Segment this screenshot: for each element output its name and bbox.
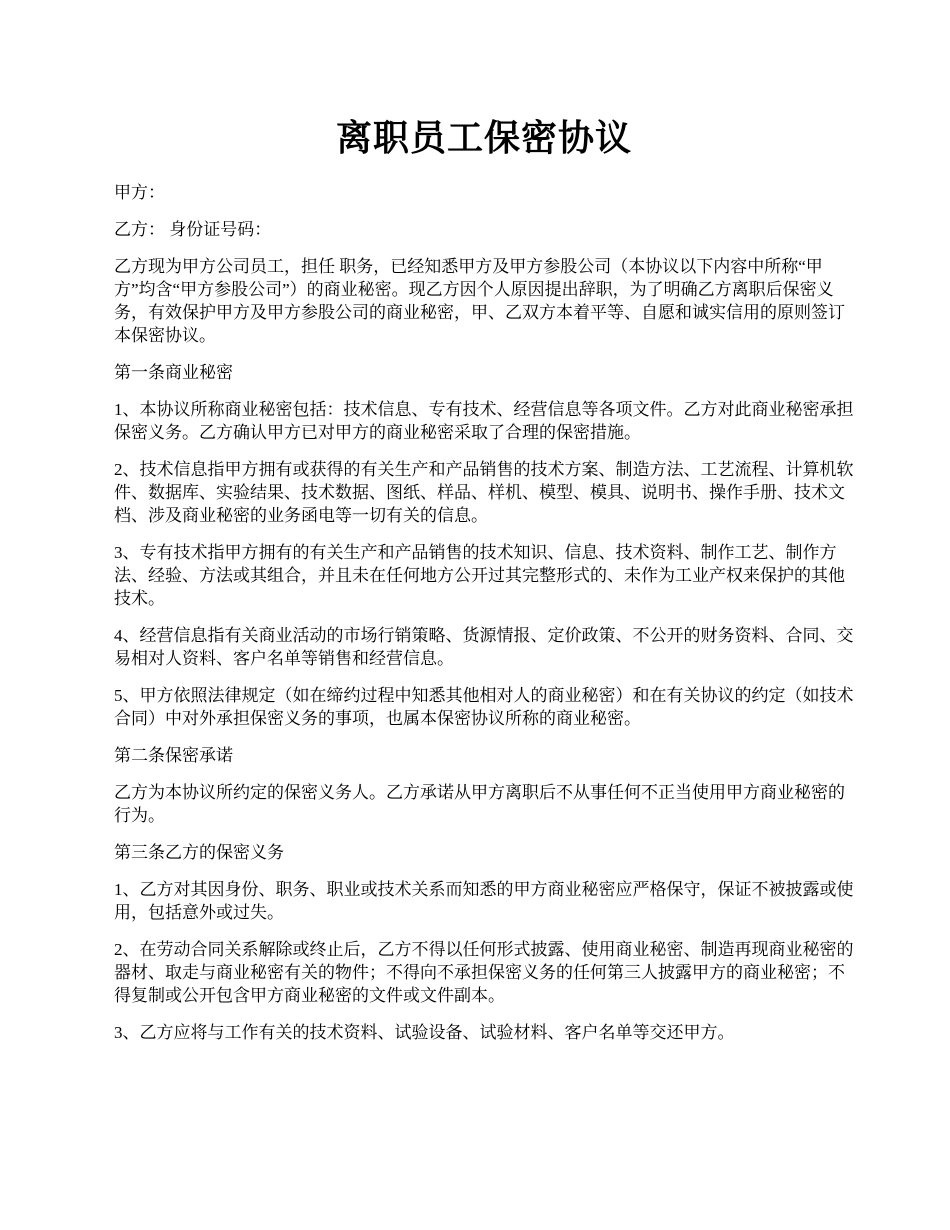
section-heading: 第二条保密承诺 xyxy=(114,746,233,765)
clause-paragraph: 2、技术信息指甲方拥有或获得的有关生产和产品销售的技术方案、制造方法、工艺流程、计算机软件、数据库、实验结果、技术数据、图纸、样品、样机、模型、模具、说明书、操作手册、技术文档、涉及商业秘密的业务函电等一切有关的信息。 xyxy=(114,460,854,525)
clause-paragraph: 1、乙方对其因身份、职务、职业或技术关系而知悉的甲方商业秘密应严格保守，保证不被披露或使用，包括意外或过失。 xyxy=(114,880,854,922)
section-heading: 第一条商业秘密 xyxy=(114,363,233,382)
party-a-line: 甲方： xyxy=(114,183,165,202)
section-heading: 第三条乙方的保密义务 xyxy=(114,843,284,862)
party-b-line: 乙方： 身份证号码： xyxy=(114,220,272,239)
clause-paragraph: 5、甲方依照法律规定（如在缔约过程中知悉其他相对人的商业秘密）和在有关协议的约定（如技术合同）中对外承担保密义务的事项，也属本保密协议所称的商业秘密。 xyxy=(114,686,854,728)
document-page xyxy=(114,112,854,1058)
clause-paragraph: 4、经营信息指有关商业活动的市场行销策略、货源情报、定价政策、不公开的财务资料、合同、交易相对人资料、客户名单等销售和经营信息。 xyxy=(114,626,854,668)
clause-paragraph: 2、在劳动合同关系解除或终止后，乙方不得以任何形式披露、使用商业秘密、制造再现商业秘密的器材、取走与商业秘密有关的物件；不得向不承担保密义务的任何第三人披露甲方的商业秘密；不得复制或公开包含甲方商业秘密的文件或文件副本。 xyxy=(114,940,854,1005)
intro-paragraph: 乙方现为甲方公司员工，担任 职务，已经知悉甲方及甲方参股公司（本协议以下内容中所称“甲方”均含“甲方参股公司”）的商业秘密。现乙方因个人原因提出辞职，为了明确乙方离职后保密义务，有效保护甲方及甲方参股公司的商业秘密，甲、乙双方本着平等、自愿和诚实信用的原则签订本保密协议。 xyxy=(114,257,845,345)
document-title: 离职员工保密协议 xyxy=(335,118,632,158)
clause-paragraph: 乙方为本协议所约定的保密义务人。乙方承诺从甲方离职后不从事任何不正当使用甲方商业秘密的行为。 xyxy=(114,783,845,825)
clause-paragraph: 1、本协议所称商业秘密包括：技术信息、专有技术、经营信息等各项文件。乙方对此商业秘密承担保密义务。乙方确认甲方已对甲方的商业秘密采取了合理的保密措施。 xyxy=(114,400,854,442)
clause-paragraph: 3、乙方应将与工作有关的技术资料、试验设备、试验材料、客户名单等交还甲方。 xyxy=(114,1023,735,1042)
clause-paragraph: 3、专有技术指甲方拥有的有关生产和产品销售的技术知识、信息、技术资料、制作工艺、制作方法、经验、方法或其组合，并且未在任何地方公开过其完整形式的、未作为工业产权来保护的其他技术。 xyxy=(114,543,845,608)
